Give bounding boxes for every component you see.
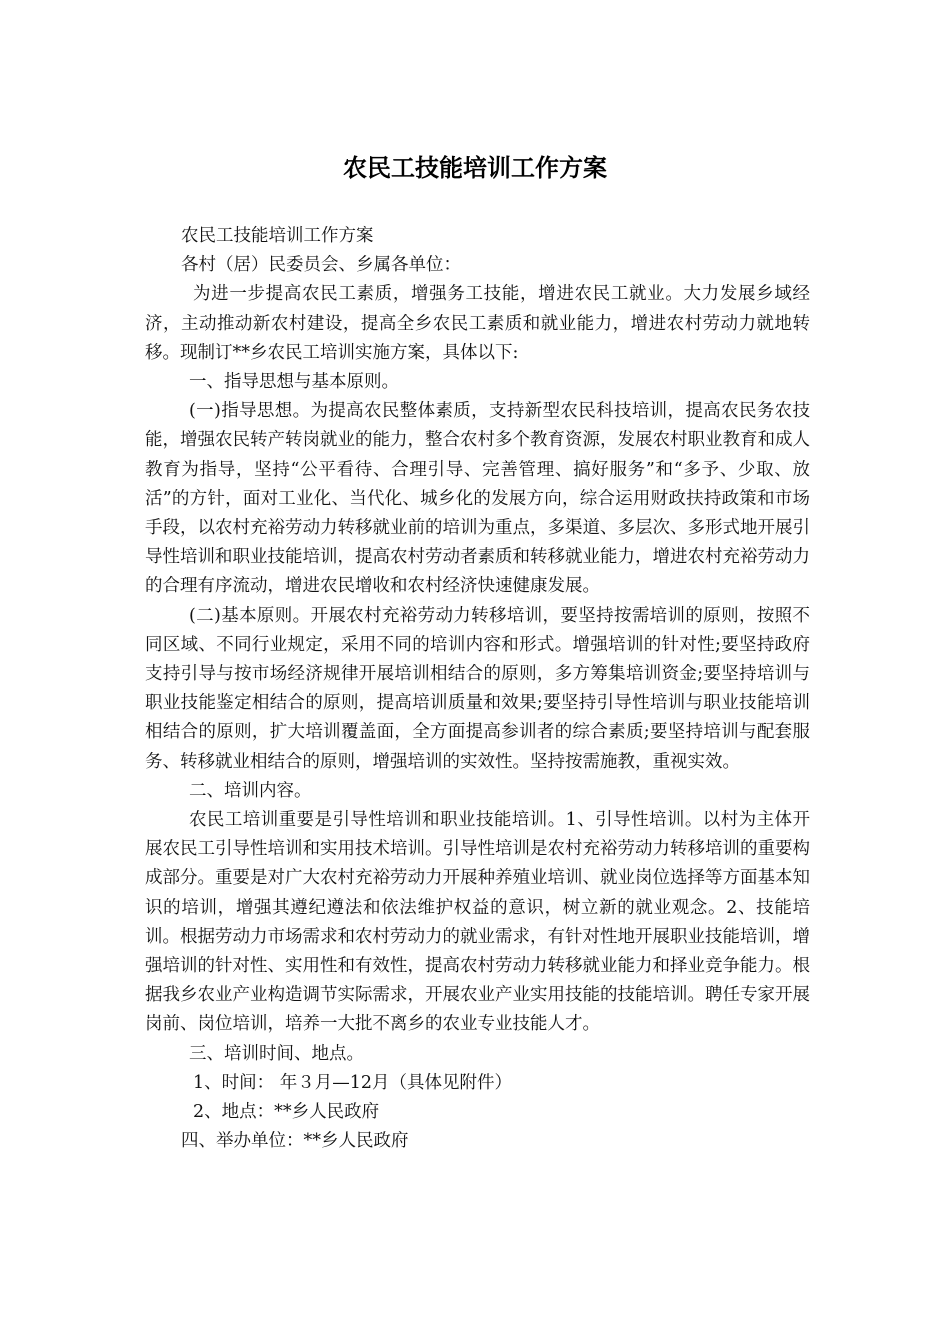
basic-principles-paragraph: (二)基本原则。开展农村充裕劳动力转移培训，要坚持按需培训的原则，按照不同区域、不同行业规定，采用不同的培训内容和形式。增强培训的针对性;要坚持政府支持引导与按市场经济规律开展培训相结合的原则，多方筹集培训资金;要坚持培训与职业技能鉴定相结合的原则，提高培训质量和效果;要坚持引导性培训与职业技能培训相结合的原则，扩大培训覆盖面，全方面提高参训者的综合素质;要坚持培训与配套服务、转移就业相结合的原则，增强培训的实效性。坚持按需施教，重视实效。 [145, 605, 810, 772]
document-title: 农民工技能培训工作方案 [343, 154, 607, 182]
guiding-ideology-paragraph: (一)指导思想。为提高农民整体素质，支持新型农民科技培训，提高农民务农技能，增强农民转产转岗就业的能力，整合农村多个教育资源，发展农村职业教育和成人教育为指导，坚持“公平看待、合理引导、完善管理、搞好服务”和“多予、少取、放活”的方针，面对工业化、当代化、城乡化的发展方向，综合运用财政扶持政策和市场手段，以农村充裕劳动力转移就业前的培训为重点，多渠道、多层次、多形式地开展引导性培训和职业技能培训，提高农村劳动者素质和转移就业能力，增进农村充裕劳动力的合理有序流动，增进农民增收和农村经济快速健康发展。 [145, 401, 810, 597]
section-heading-2: 二、培训内容。 [189, 780, 312, 801]
salutation-line: 各村（居）民委员会、乡属各单位： [181, 255, 461, 276]
training-time-line: 1、时间： 年３月—12月（具体见附件） [193, 1072, 512, 1093]
document-body [145, 222, 810, 1157]
section-heading-3: 三、培训时间、地点。 [189, 1043, 364, 1064]
subtitle-line: 农民工技能培训工作方案 [181, 226, 374, 246]
training-location-line: 2、地点：**乡人民政府 [193, 1102, 380, 1123]
intro-paragraph: 为进一步提高农民工素质，增强务工技能，增进农民工就业。大力发展乡域经济，主动推动新农村建设，提高全乡农民工素质和就业能力，增进农村劳动力就地转移。现制订**乡农民工培训实施方案，具体以下: [145, 284, 810, 363]
training-content-paragraph: 农民工培训重要是引导性培训和职业技能培训。1、引导性培训。以村为主体开展农民工引导性培训和实用技术培训。引导性培训是农村充裕劳动力转移培训的重要构成部分。重要是对广大农村充裕劳动力开展种养殖业培训、就业岗位选择等方面基本知识的培训，增强其遵纪遵法和依法维护权益的意识，树立新的就业观念。2、技能培训。根据劳动力市场需求和农村劳动力的就业需求，有针对性地开展职业技能培训，增强培训的针对性、实用性和有效性，提高农村劳动力转移就业能力和择业竞争能力。根据我乡农业产业构造调节实际需求，开展农业产业实用技能的技能培训。聘任专家开展岗前、岗位培训，培养一大批不离乡的农业专业技能人才。 [145, 810, 810, 1035]
section-heading-1: 一、指导思想与基本原则。 [189, 372, 399, 393]
organizer-line: 四、举办单位：**乡人民政府 [181, 1131, 409, 1152]
